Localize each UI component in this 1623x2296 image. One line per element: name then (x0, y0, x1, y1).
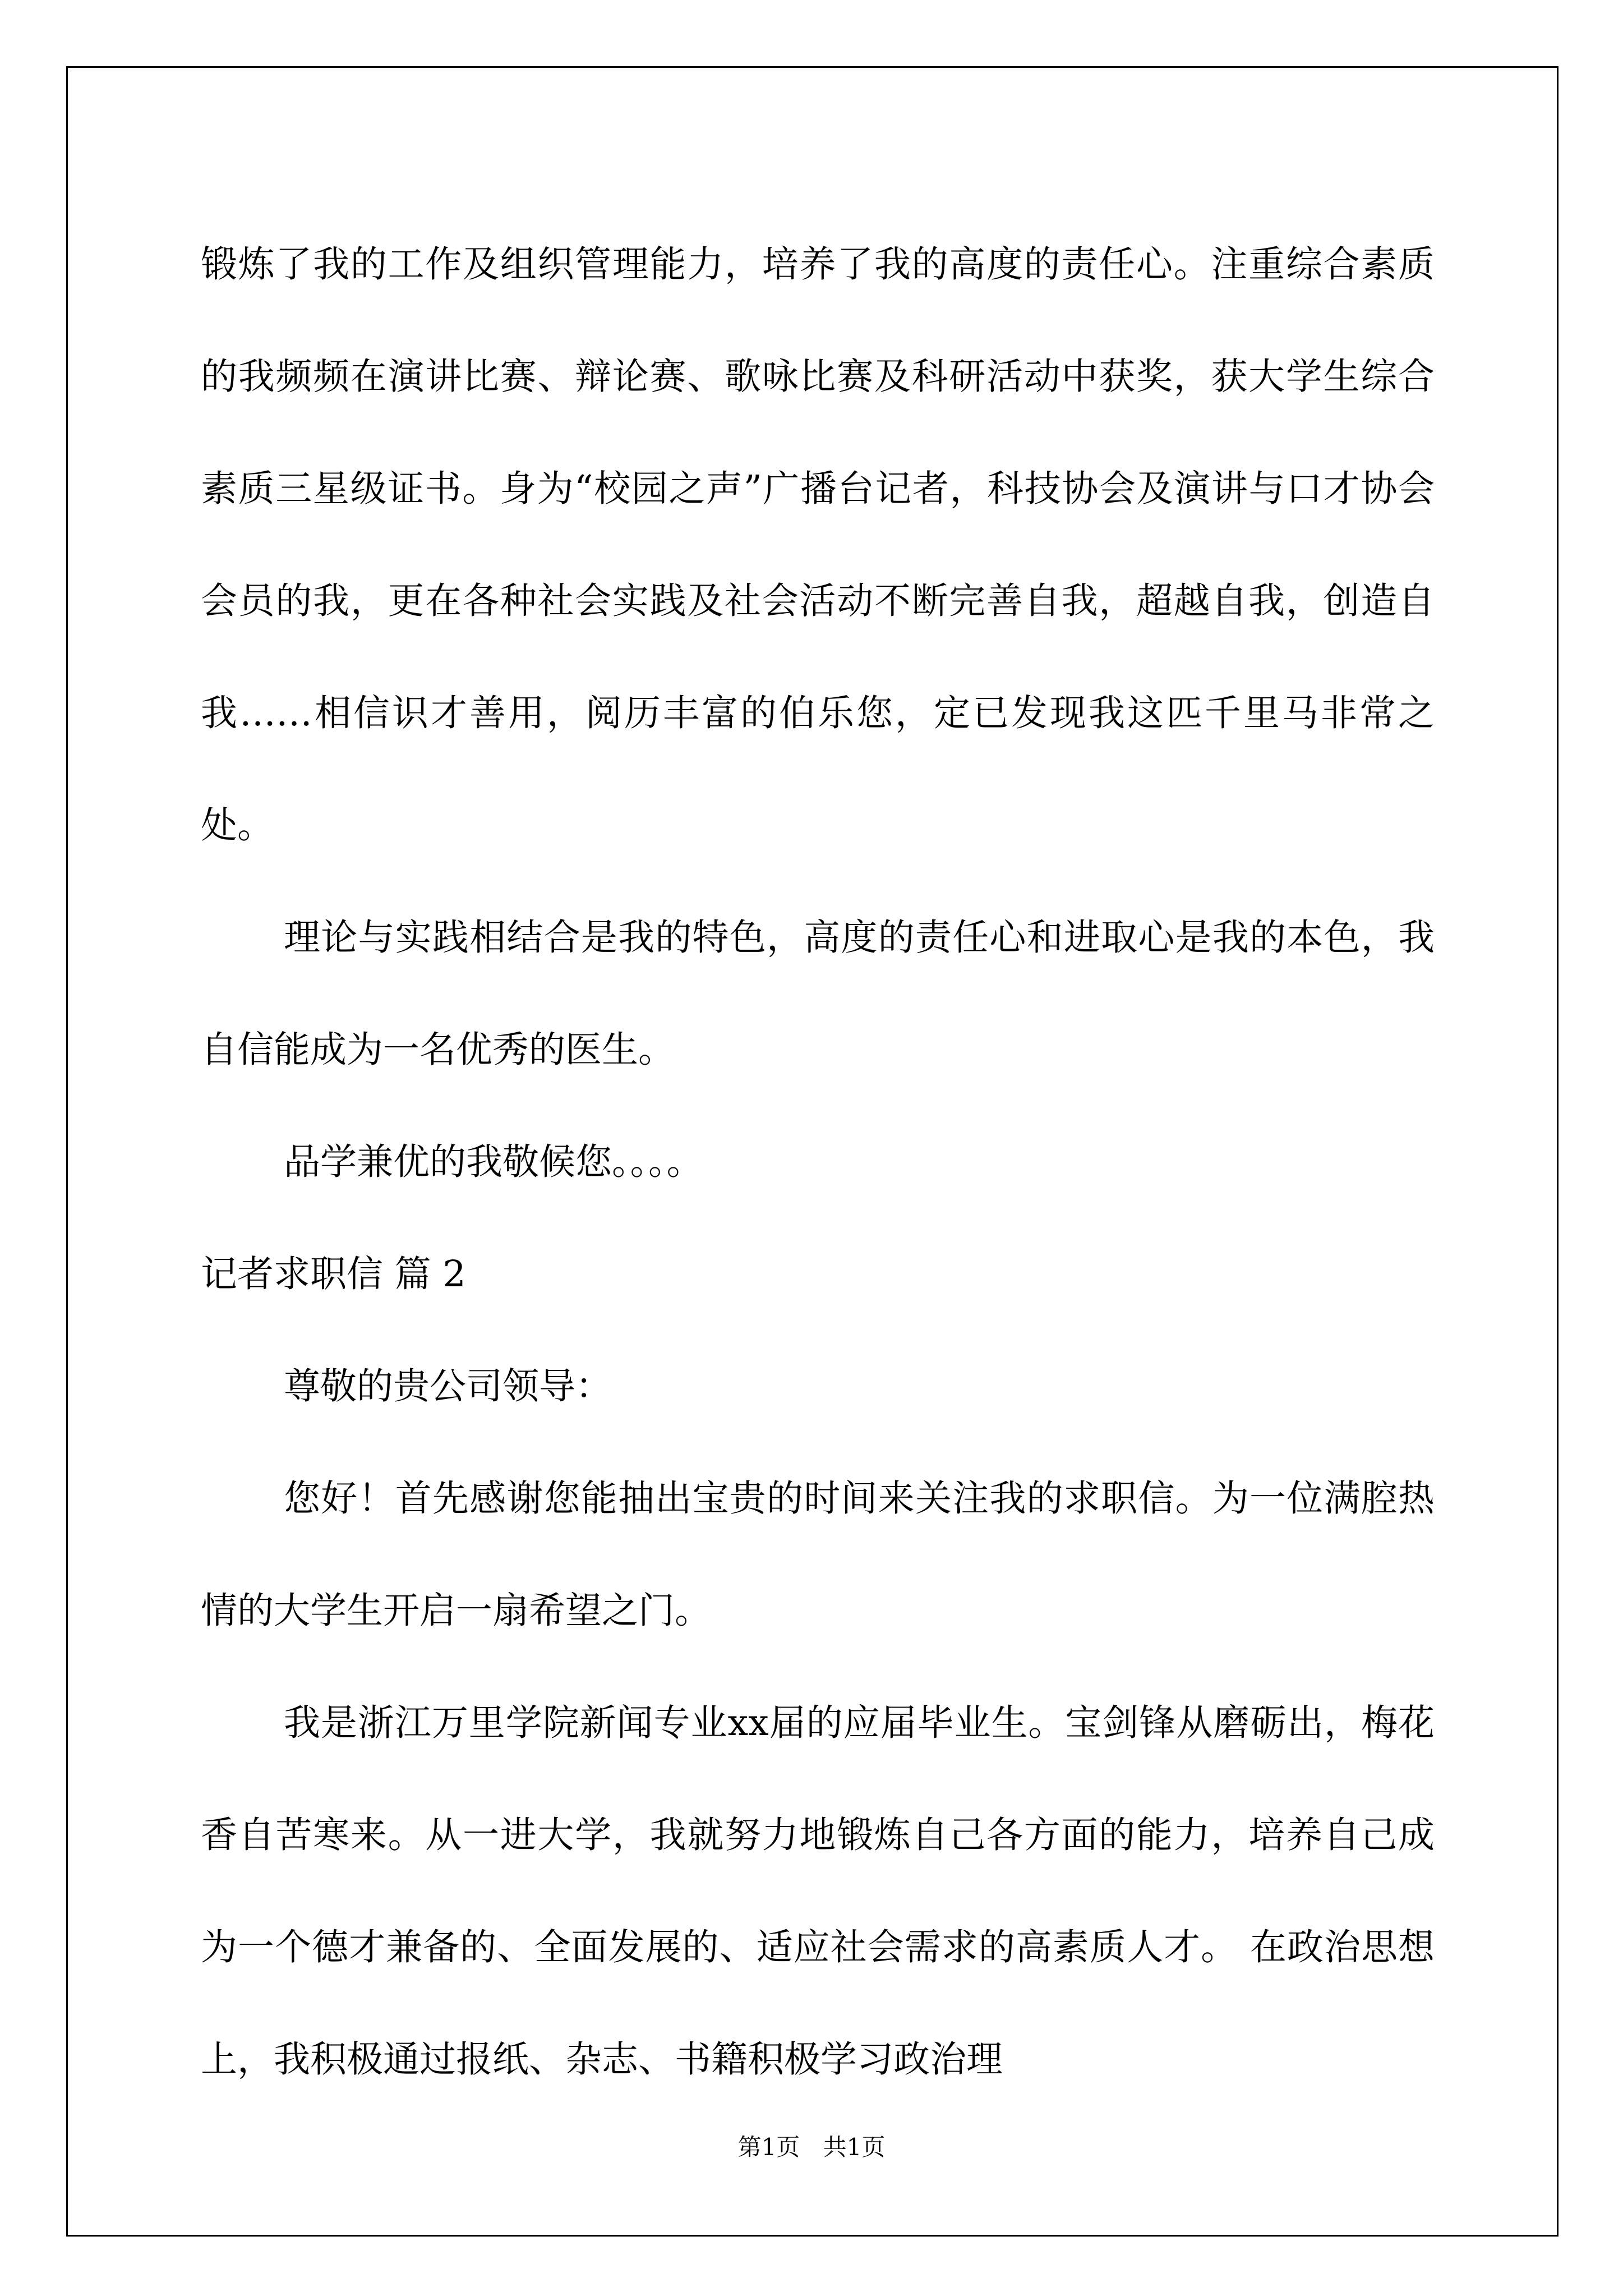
page-number-current: 第1页 (737, 2133, 800, 2161)
paragraph: 锻炼了我的工作及组织管理能力，培养了我的高度的责任心。注重综合素质的我频频在演讲比赛、辩论赛、歌咏比赛及科研活动中获奖，获大学生综合素质三星级证书。身为“校园之声”广播台记者，科技协会及演讲与口才协会会员的我，更在各种社会实践及社会活动不断完善自我，超越自我，创造自我……相信识才善用，阅历丰富的伯乐您，定已发现我这匹千里马非常之处。 (201, 243, 1435, 846)
paragraph: 理论与实践相结合是我的特色，高度的责任心和进取心是我的本色，我自信能成为一名优秀的医生。 (201, 917, 1435, 1071)
paragraph: 您好！首先感谢您能抽出宝贵的时间来关注我的求职信。为一位满腔热情的大学生开启一扇希望之门。 (201, 1478, 1435, 1632)
page-number-total: 共1页 (823, 2133, 886, 2161)
document-body (201, 209, 1435, 2116)
salutation: 尊敬的贵公司领导： (284, 1365, 612, 1407)
paragraph: 品学兼优的我敬候您。。。。 (284, 1141, 703, 1183)
page-footer (0, 2129, 1623, 2162)
section-heading: 记者求职信 篇 2 (201, 1253, 466, 1295)
paragraph: 我是浙江万里学院新闻专业xx届的应届毕业生。宝剑锋从磨砺出，梅花香自苦寒来。从一进大学，我就努力地锻炼自己各方面的能力，培养自己成为一个德才兼备的、全面发展的、适应社会需求的高素质人才。 在政治思想上，我积极通过报纸、杂志、书籍积极学习政治理 (201, 1702, 1435, 2081)
